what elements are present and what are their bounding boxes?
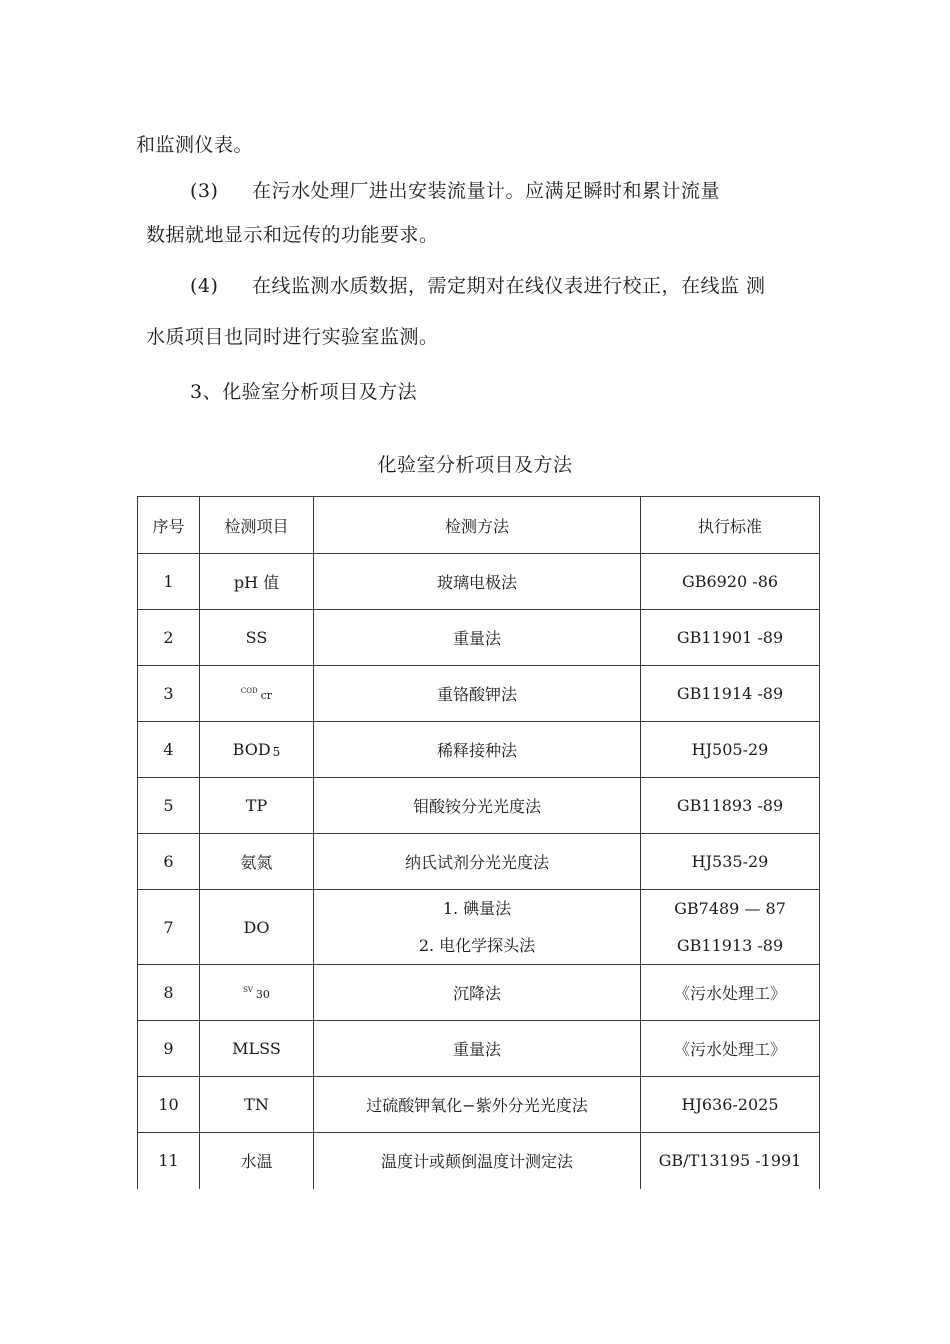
header-item: 检测项目 [200,497,314,554]
table-row [138,1077,820,1133]
cell-no: 4 [138,722,200,778]
cell-item: TP [200,778,314,834]
cell-item: DO [200,890,314,965]
cell-item: pH 值 [200,554,314,610]
paragraph-4-number: (4) [190,275,219,297]
paragraph-4-text: 在线监测水质数据，需定期对在线仪表进行校正，在线监 测 [252,275,766,297]
header-method: 检测方法 [314,497,641,554]
cell-item-text: 30 [255,988,270,1001]
cell-no: 7 [138,890,200,965]
table-row [138,554,820,610]
cell-standard: HJ505-29 [641,722,820,778]
paragraph-3-line-1 [190,176,720,203]
table-row [138,778,820,834]
header-standard: 执行标准 [641,497,820,554]
cell-standard-line-2: GB11913 -89 [676,936,784,955]
cell-item-prefix: COD [240,687,258,695]
table-row [138,666,820,722]
cell-no: 2 [138,610,200,666]
cell-method: 纳氏试剂分光光度法 [314,834,641,890]
paragraph-continuation: 和监测仪表。 [136,134,254,156]
header-no: 序号 [138,497,200,554]
cell-standard: 《污水处理工》 [641,965,820,1021]
cell-standard-line-1: GB7489 — 87 [674,899,786,918]
cell-method: 过硫酸钾氧化−紫外分光光度法 [314,1077,641,1133]
cell-standard: HJ535-29 [641,834,820,890]
cell-method: 稀释接种法 [314,722,641,778]
cell-item-prefix: SV [243,986,253,994]
cell-no: 3 [138,666,200,722]
paragraph-3-text: 在污水处理厂进出安装流量计。应满足瞬时和累计流量 [252,180,721,202]
cell-no: 9 [138,1021,200,1077]
cell-item-text: BOD [232,740,271,759]
cell-method [314,890,641,965]
table-row [138,610,820,666]
table-row [138,722,820,778]
cell-method: 钼酸铵分光光度法 [314,778,641,834]
cell-no: 6 [138,834,200,890]
table-row [138,965,820,1021]
cell-method: 玻璃电极法 [314,554,641,610]
cell-standard: 《污水处理工》 [641,1021,820,1077]
paragraph-4-line-1 [190,271,766,298]
cell-method-line-2: 2. 电化学探头法 [418,936,536,955]
section-heading: 3、化验室分析项目及方法 [190,381,418,403]
paragraph-4-line-2: 水质项目也同时进行实验室监测。 [146,326,439,348]
cell-no: 11 [138,1133,200,1189]
analysis-table [137,496,820,1189]
cell-method: 重量法 [314,1021,641,1077]
table-header-row [138,497,820,554]
cell-item: 水温 [200,1133,314,1189]
cell-item [200,722,314,778]
cell-method: 温度计或颠倒温度计测定法 [314,1133,641,1189]
cell-no: 10 [138,1077,200,1133]
cell-no: 5 [138,778,200,834]
cell-item: MLSS [200,1021,314,1077]
table-row [138,1133,820,1189]
cell-item: TN [200,1077,314,1133]
paragraph-3-line-2: 数据就地显示和远传的功能要求。 [146,224,439,246]
cell-standard: GB6920 -86 [641,554,820,610]
table-title: 化验室分析项目及方法 [377,454,573,476]
cell-item [200,965,314,1021]
cell-item-text: cr [260,689,273,702]
paragraph-3-number: (3) [190,180,219,202]
cell-method-line-1: 1. 碘量法 [442,899,512,918]
cell-item: 氨氮 [200,834,314,890]
cell-standard: GB11914 -89 [641,666,820,722]
cell-no: 1 [138,554,200,610]
table-row [138,834,820,890]
cell-standard: GB11893 -89 [641,778,820,834]
table-row [138,890,820,965]
cell-method: 重铬酸钾法 [314,666,641,722]
cell-item-suffix: 5 [272,745,281,759]
cell-standard: GB/T13195 -1991 [641,1133,820,1189]
cell-standard [641,890,820,965]
cell-no: 8 [138,965,200,1021]
cell-standard: GB11901 -89 [641,610,820,666]
table-row [138,1021,820,1077]
cell-method: 重量法 [314,610,641,666]
cell-method: 沉降法 [314,965,641,1021]
cell-standard: HJ636-2025 [641,1077,820,1133]
cell-item: SS [200,610,314,666]
cell-item [200,666,314,722]
